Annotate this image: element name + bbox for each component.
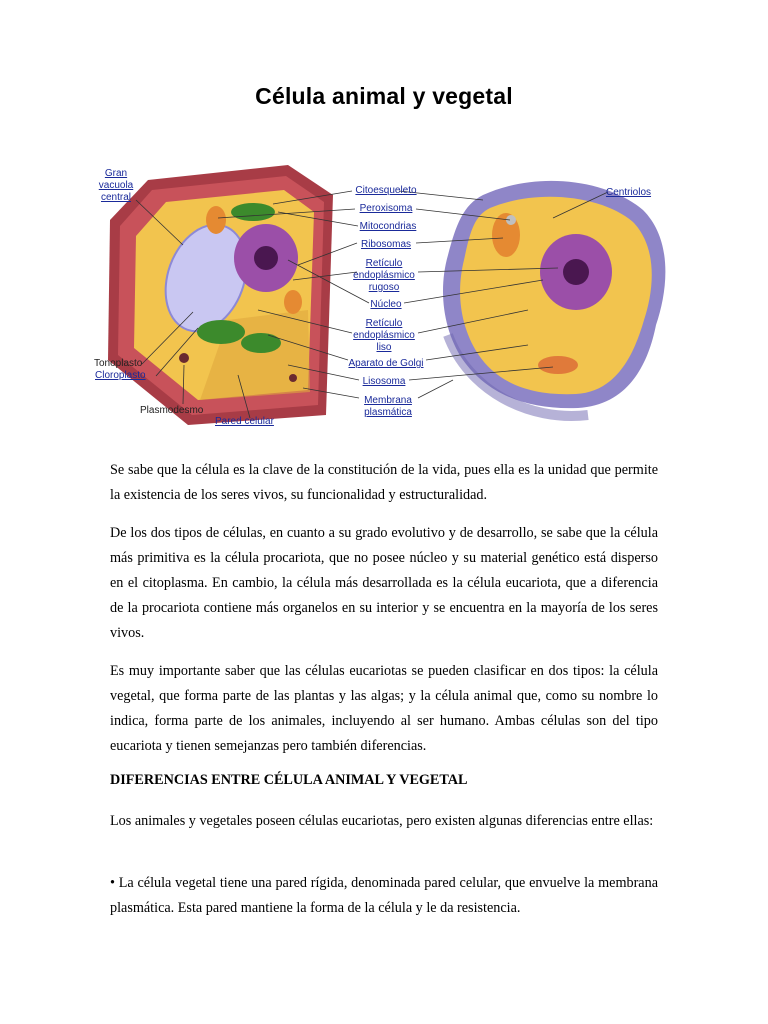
label-mitocondrias: Mitocondrias xyxy=(359,221,417,232)
paragraph-differences-intro: Los animales y vegetales poseen células eucariotas, pero existen algunas diferencias entre ellas: xyxy=(110,813,654,829)
label-gran-vacuola-3: central xyxy=(100,192,132,203)
label-reticulo-liso-1: Retículo xyxy=(365,318,403,329)
document-title: Célula animal y vegetal xyxy=(255,83,513,109)
label-nucleo: Núcleo xyxy=(370,299,402,310)
label-reticulo-liso-2: endoplásmico xyxy=(353,330,415,341)
label-membrana-1: Membrana xyxy=(364,395,412,406)
label-reticulo-liso-3: liso xyxy=(376,342,392,353)
label-aparato-golgi: Aparato de Golgi xyxy=(348,358,424,369)
plant-cell xyxy=(108,165,333,425)
bullet-cell-wall: • La célula vegetal tiene una pared rígida, denominada pared celular, que envuelve la membrana plasmática. Esta pared mantiene la forma de la célula y le da resistencia. xyxy=(110,875,658,916)
label-centriolos: Centriolos xyxy=(606,187,652,198)
label-gran-vacuola-2: vacuola xyxy=(98,180,134,191)
paragraph-cell-types: De los dos tipos de células, en cuanto a su grado evolutivo y de desarrollo, se sabe que la célula más primitiva es la célula procariota, que no posee núcleo y su material genético está disperso en el citoplasma. En cambio, la célula más desarrollada es la célula eucariota, que a diferencia de la procariota contiene más organelos en su interior y se encuentra en la mayoría de los seres vivos. xyxy=(110,525,658,641)
section-heading: DIFERENCIAS ENTRE CÉLULA ANIMAL Y VEGETAL xyxy=(110,772,468,788)
label-gran-vacuola-1: Gran xyxy=(104,168,128,179)
label-cloroplasto: Cloroplasto xyxy=(95,370,146,381)
label-reticulo-rugoso-3: rugoso xyxy=(368,282,400,293)
cell-diagram-svg xyxy=(88,160,678,435)
label-reticulo-rugoso-1: Retículo xyxy=(365,258,403,269)
label-plasmodesmo: Plasmodesmo xyxy=(140,405,204,416)
label-membrana-2: plasmática xyxy=(364,407,412,418)
label-peroxisoma: Peroxisoma xyxy=(359,203,413,214)
label-ribosomas: Ribosomas xyxy=(360,239,412,250)
cell-diagram-figure xyxy=(88,160,678,435)
label-lisosoma: Lisosoma xyxy=(362,376,406,387)
paragraph-intro: Se sabe que la célula es la clave de la constitución de la vida, pues ella es la unidad que permite la existencia de los seres vivos, su funcionalidad y estructuralidad. xyxy=(110,462,658,503)
label-reticulo-rugoso-2: endoplásmico xyxy=(353,270,415,281)
label-pared-celular: Pared celular xyxy=(215,416,274,427)
label-tonoplasto: Tonoplasto xyxy=(94,358,143,369)
label-citoesqueleto: Citoesqueleto xyxy=(355,185,417,196)
paragraph-eukaryote-classification: Es muy importante saber que las células eucariotas se pueden clasificar en dos tipos: la célula vegetal, que forma parte de las plantas y las algas; y la célula animal que, como su nombre lo indica, forma parte de los animales, incluyendo al ser humano. Ambas células son del tipo eucariota y tienen semejanzas pero también diferencias. xyxy=(110,663,658,754)
